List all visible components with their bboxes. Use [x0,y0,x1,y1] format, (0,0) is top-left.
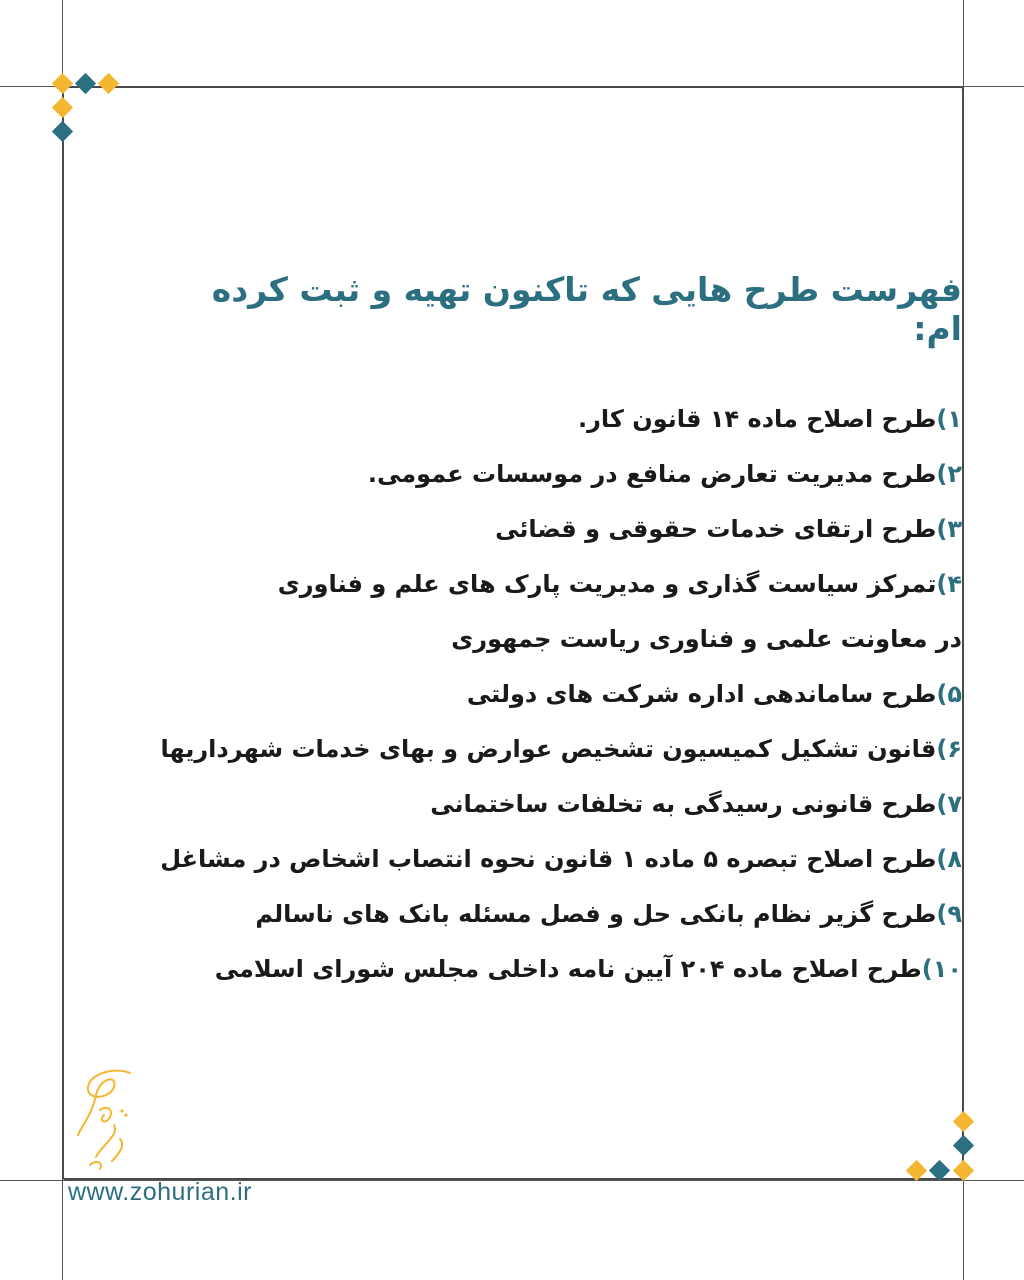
list-item [82,392,962,447]
item-text: طرح مدیریت تعارض منافع در موسسات عمومی. [367,460,937,488]
item-number: ۷) [936,790,962,818]
page-title: فهرست طرح هایی که تاکنون تهیه و ثبت کرده ام: [211,270,962,348]
signature [70,1065,150,1175]
item-text: تمرکز سیاست گذاری و مدیریت پارک های علم و فناوری [277,570,937,598]
list-item [82,447,962,502]
list-item [82,942,962,997]
item-number: ۳) [936,515,962,543]
item-text: طرح اصلاح ماده ۱۴ قانون کار. [577,405,937,433]
item-number: ۶) [936,735,962,763]
item-text: در معاونت علمی و فناوری ریاست جمهوری [451,625,962,653]
item-text: طرح اصلاح تبصره ۵ ماده ۱ قانون نحوه انتصاب اشخاص در مشاغل [160,845,937,873]
item-text: طرح اصلاح ماده ۲۰۴ آیین نامه داخلی مجلس شورای اسلامی [214,955,922,983]
item-number: ۸) [936,845,962,873]
list-item [82,722,962,777]
item-number: ۵) [936,680,962,708]
list-item [82,502,962,557]
website-url[interactable]: www.zohurian.ir [68,1178,252,1206]
item-text: قانون تشکیل کمیسیون تشخیص عوارض و بهای خدمات شهرداریها [160,735,937,763]
list-item [82,612,962,667]
item-number: ۹) [936,900,962,928]
item-number: ۴) [936,570,962,598]
item-number: ۲) [936,460,962,488]
plans-list [82,392,962,997]
item-text: طرح ارتقای خدمات حقوقی و قضائی [495,515,937,543]
list-item [82,667,962,722]
item-text: طرح قانونی رسیدگی به تخلفات ساختمانی [430,790,937,818]
list-item [82,777,962,832]
item-text: طرح ساماندهی اداره شرکت های دولتی [466,680,937,708]
item-number: ۱) [936,405,962,433]
list-item [82,887,962,942]
item-text: طرح گزیر نظام بانکی حل و فصل مسئله بانک های ناسالم [255,900,937,928]
list-item [82,557,962,612]
item-number: ۱۰) [921,955,962,983]
list-item [82,832,962,887]
